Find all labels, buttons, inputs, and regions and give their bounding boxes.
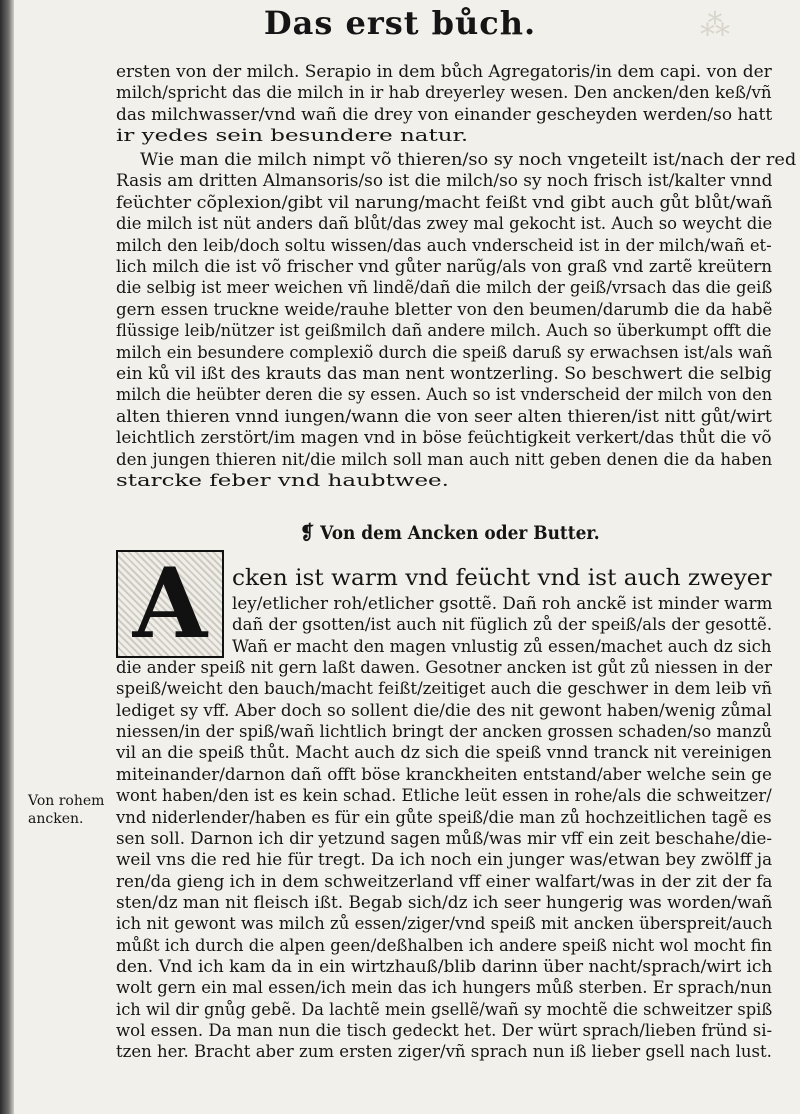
text-line: Rasis am dritten Almansoris/so ist die milch/so sy noch frisch ist/kalter vnnd xyxy=(116,171,773,192)
text-line: weil vns die red hie für tregt. Da ich noch ein junger was/etwan bey zwölff ja xyxy=(116,850,773,871)
text-line: niessen/in der spiß/wañ lichtlich bringt der ancken grossen schaden/so manzů xyxy=(116,722,772,743)
text-line: ren/da gieng ich in dem schweitzerland vff einer walfart/was in der zit der fa xyxy=(116,871,773,892)
text-line: dañ der gsotten/ist auch nit füglich zů der speiß/als der gesottẽ. xyxy=(232,615,773,636)
text-line: die selbig ist meer weichen vñ lindẽ/dañ die milch der geiß/vrsach das die geiß xyxy=(116,278,773,299)
text-line: das milchwasser/vnd wañ die drey von einander gescheyden werden/so hatt xyxy=(116,104,773,125)
text-line: den. Vnd ich kam da in ein wirtzhauß/blib darinn über nacht/sprach/wirt ich xyxy=(116,956,773,977)
text-line: starcke feber vnd haubtwee. xyxy=(116,471,449,491)
text-line: leichtlich zerstört/im magen vnd in böse feüchtigkeit verkert/das thůt die võ xyxy=(116,428,772,449)
initial-letter: A xyxy=(132,547,208,660)
text-line: Wie man die milch nimpt võ thieren/so sy noch vngeteilt ist/nach der red xyxy=(140,150,797,170)
text-line: gern essen truckne weide/rauhe bletter von den beumen/darumb die da habẽ xyxy=(116,299,773,320)
text-line: feüchter cõplexion/gibt vil narung/macht feißt vnd gibt auch gůt blůt/wañ xyxy=(116,192,773,213)
text-line: speiß/weicht den bauch/macht feißt/zeitiget auch die geschwer in dem leib vñ xyxy=(116,679,773,700)
text-line: tzen her. Bracht aber zum ersten ziger/vñ sprach nun iß lieber gsell nach lust. xyxy=(116,1042,772,1063)
text-line: ley/etlicher roh/etlicher gsottẽ. Dañ roh anckẽ ist minder warm xyxy=(232,594,773,614)
text-line: ich nit gewont was milch zů essen/ziger/vnd speiß mit ancken überspreit/auch xyxy=(116,914,773,935)
text-line: wol essen. Da man nun die tisch gedeckt het. Der würt sprach/lieben fründ si- xyxy=(116,1021,773,1041)
margin-note-line: ancken. xyxy=(28,811,84,827)
text-line: milch die heübter deren die sy essen. Auch so ist vnderscheid der milch von den xyxy=(116,385,773,406)
text-line: ich wil dir gnůg gebẽ. Da lachtẽ mein gsellẽ/wañ sy mochtẽ die schweitzer spiß xyxy=(116,999,773,1020)
text-line: lediget sy vff. Aber doch so sollent die/die des nit gewont haben/wenig zůmal xyxy=(116,700,772,721)
text-line: ir yedes sein besundere natur. xyxy=(116,125,469,146)
text-line: ersten von der milch. Serapio in dem bůch Agregatoris/in dem capi. von der xyxy=(116,62,772,82)
text-line: die ander speiß nit gern laßt dawen. Gesotner ancken ist gůt zů niessen in der xyxy=(116,658,773,679)
text-line: cken ist warm vnd feücht vnd ist auch zweyer xyxy=(232,566,772,591)
text-line: ein ků vil ißt des krauts das man nent wontzerling. So beschwert die selbig xyxy=(116,364,772,384)
text-line: wolt gern ein mal essen/ich mein das ich hungers můß sterben. Er sprach/nun xyxy=(116,978,772,999)
page-header: Das erst bůch. xyxy=(263,4,537,42)
decorated-initial xyxy=(116,547,224,660)
text-line: můßt ich durch die alpen geen/deßhalben ich andere speiß nicht wol mocht fin xyxy=(116,935,773,956)
text-line: Wañ er macht den magen vnlustig zů essen/machet auch dz sich xyxy=(232,636,772,657)
margin-note-line: Von rohem xyxy=(28,793,105,809)
text-line: vnd niderlender/haben es für ein gůte speiß/die man zů hochzeitlichen tagẽ es xyxy=(116,807,772,828)
text-line: milch/spricht das die milch in ir hab dreyerley wesen. Den ancken/den keß/vñ xyxy=(116,83,772,104)
text-line: sten/dz man nit fleisch ißt. Begab sich/dz ich seer hungerig was worden/wañ xyxy=(116,892,773,913)
text-line: vil an die speiß thůt. Macht auch dz sich die speiß vnnd tranck nit vereinigen xyxy=(116,743,772,764)
text-line: sen soll. Darnon ich dir yetzund sagen můß/was mir vff ein zeit beschahe/die- xyxy=(116,828,772,849)
text-line: alten thieren vnnd iungen/wann die von seer alten thieren/ist nitt gůt/wirt xyxy=(116,406,772,427)
section-heading: ❡ Von dem Ancken oder Butter. xyxy=(300,522,600,544)
text-line: die milch ist nüt anders dañ blůt/das zwey mal gekocht ist. Auch so weycht die xyxy=(116,214,773,235)
text-line: lich milch die ist võ frischer vnd gůter narũg/als von graß vnd zartẽ kreütern xyxy=(116,257,773,277)
book-binding-shadow xyxy=(0,0,14,1114)
text-line: flüssige leib/nützer ist geißmilch dañ andere milch. Auch so überkumpt offt die xyxy=(116,321,772,342)
bleed-through-mark: ⁂ xyxy=(700,8,730,43)
text-line: milch den leib/doch soltu wissen/das auch vnderscheid ist in der milch/wañ et- xyxy=(116,235,772,256)
margin-note xyxy=(28,792,108,828)
text-line: miteinander/darnon dañ offt böse kranckheiten entstand/aber welche sein ge xyxy=(116,764,772,785)
text-line: wont haben/den ist es kein schad. Etliche leüt essen in rohe/als die schweitzer/ xyxy=(116,786,772,807)
text-line: den jungen thieren nit/die milch soll man auch nitt geben denen die da haben xyxy=(116,449,773,470)
text-line: milch ein besundere complexiõ durch die speiß daruß sy erwachsen ist/als wañ xyxy=(116,342,773,363)
